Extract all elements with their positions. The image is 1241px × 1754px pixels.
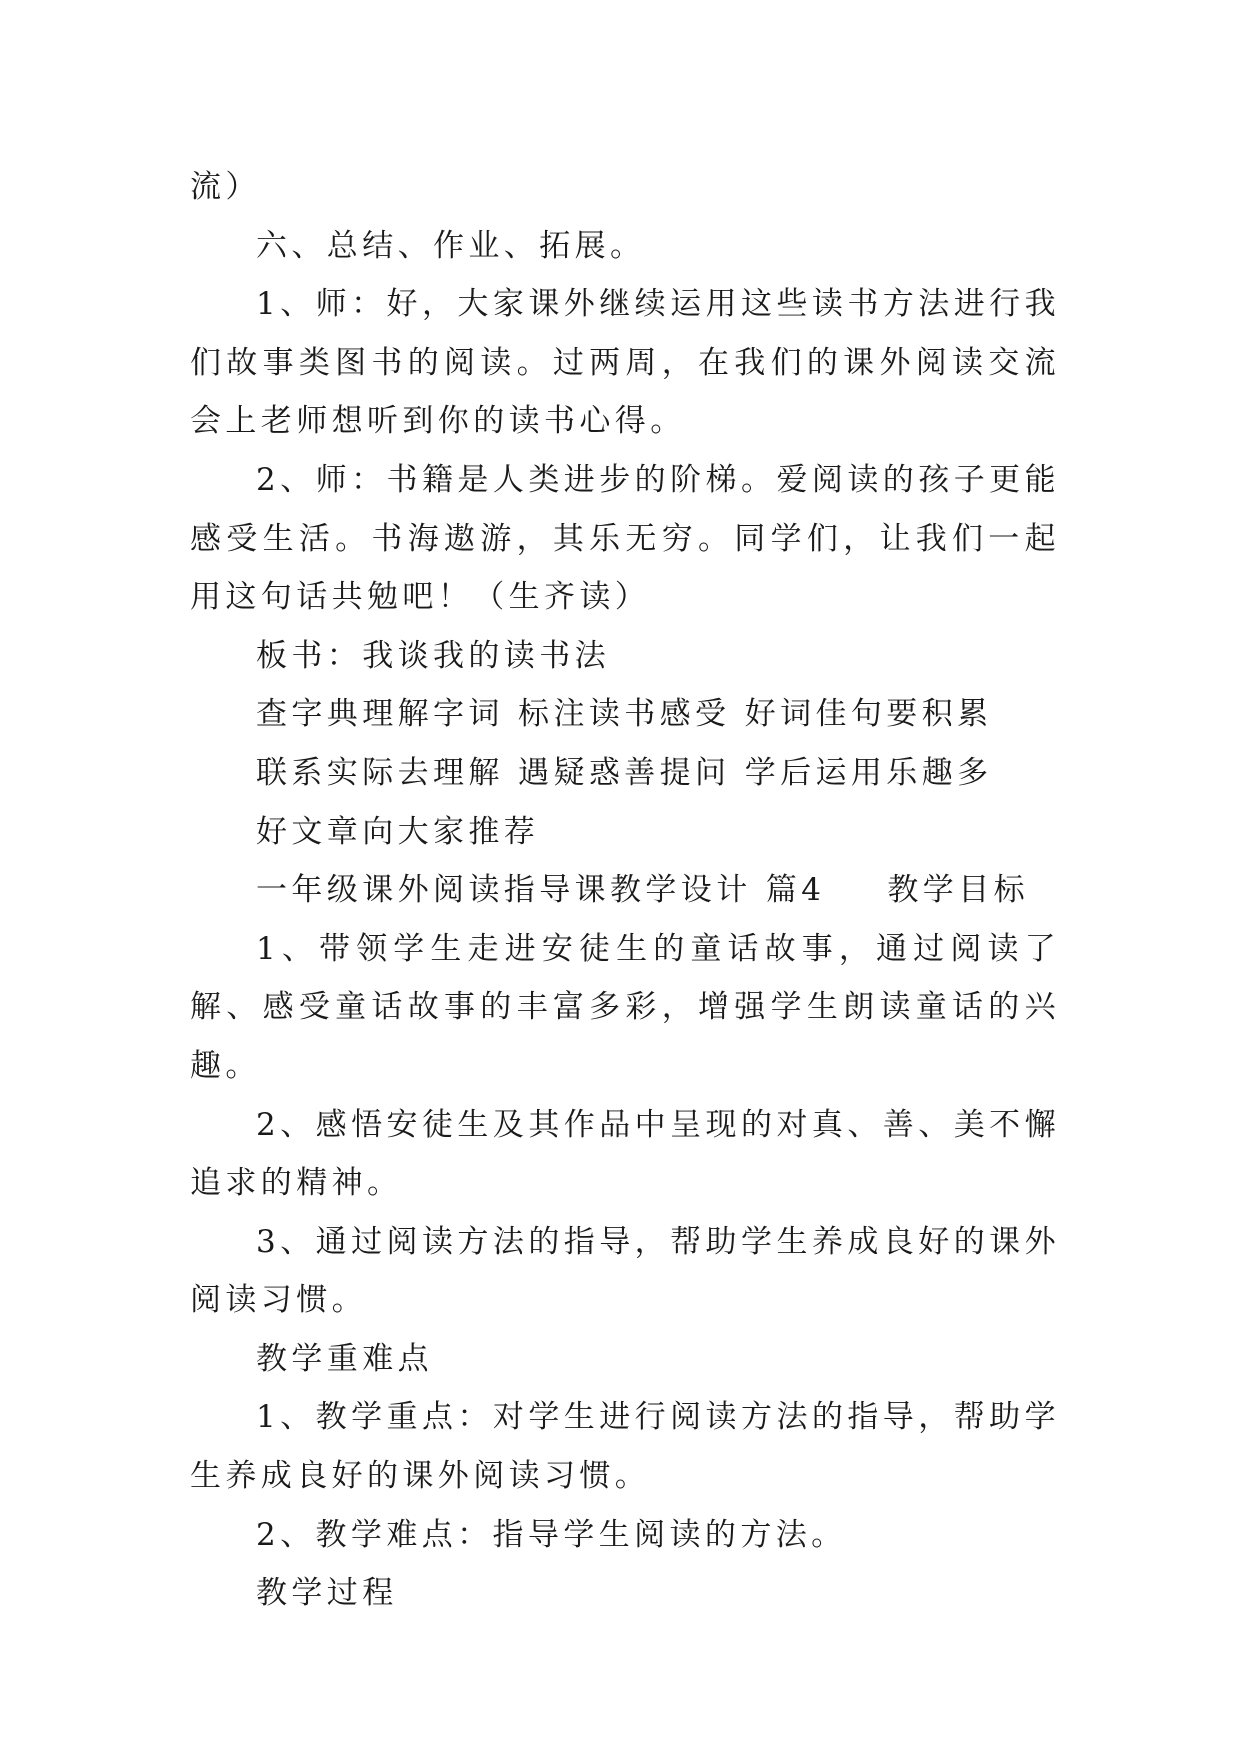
design-title: 一年级课外阅读指导课教学设计 篇4 bbox=[256, 872, 826, 909]
objective-1: 1、带领学生走进安徒生的童话故事，通过阅读了解、感受童话故事的丰富多彩，增强学生朗读童话的兴趣。 bbox=[190, 930, 1060, 1084]
key-point: 1、教学重点：对学生进行阅读方法的指导，帮助学生养成良好的课外阅读习惯。 bbox=[190, 1399, 1060, 1495]
paragraph-teacher-1: 1、师：好，大家课外继续运用这些读书方法进行我们故事类图书的阅读。过两周，在我们的课外阅读交流会上老师想听到你的读书心得。 bbox=[190, 286, 1060, 440]
objectives-heading: 教学目标 bbox=[887, 872, 1029, 909]
blackboard-line-1: 查字典理解字词 标注读书感受 好词佳句要积累 bbox=[256, 696, 993, 733]
section-title-line bbox=[190, 861, 1060, 920]
objective-2: 2、感悟安徒生及其作品中呈现的对真、善、美不懈追求的精神。 bbox=[190, 1106, 1060, 1202]
document-body bbox=[190, 158, 1060, 1623]
difficult-point: 2、教学难点：指导学生阅读的方法。 bbox=[256, 1516, 847, 1553]
blackboard-line-2: 联系实际去理解 遇疑惑善提问 学后运用乐趣多 bbox=[256, 754, 993, 791]
blackboard-line-3: 好文章向大家推荐 bbox=[256, 813, 540, 850]
process-heading: 教学过程 bbox=[256, 1575, 398, 1612]
objective-3: 3、通过阅读方法的指导，帮助学生养成良好的课外阅读习惯。 bbox=[190, 1223, 1060, 1319]
paragraph-continuation: 流） bbox=[190, 169, 261, 205]
paragraph-teacher-2: 2、师：书籍是人类进步的阶梯。爱阅读的孩子更能感受生活。书海遨游，其乐无穷。同学们，让我们一起用这句话共勉吧！（生齐读） bbox=[190, 461, 1060, 616]
section-heading-summary: 六、总结、作业、拓展。 bbox=[256, 227, 646, 264]
blackboard-title: 板书：我谈我的读书法 bbox=[256, 637, 610, 674]
key-difficult-heading: 教学重难点 bbox=[256, 1340, 433, 1377]
